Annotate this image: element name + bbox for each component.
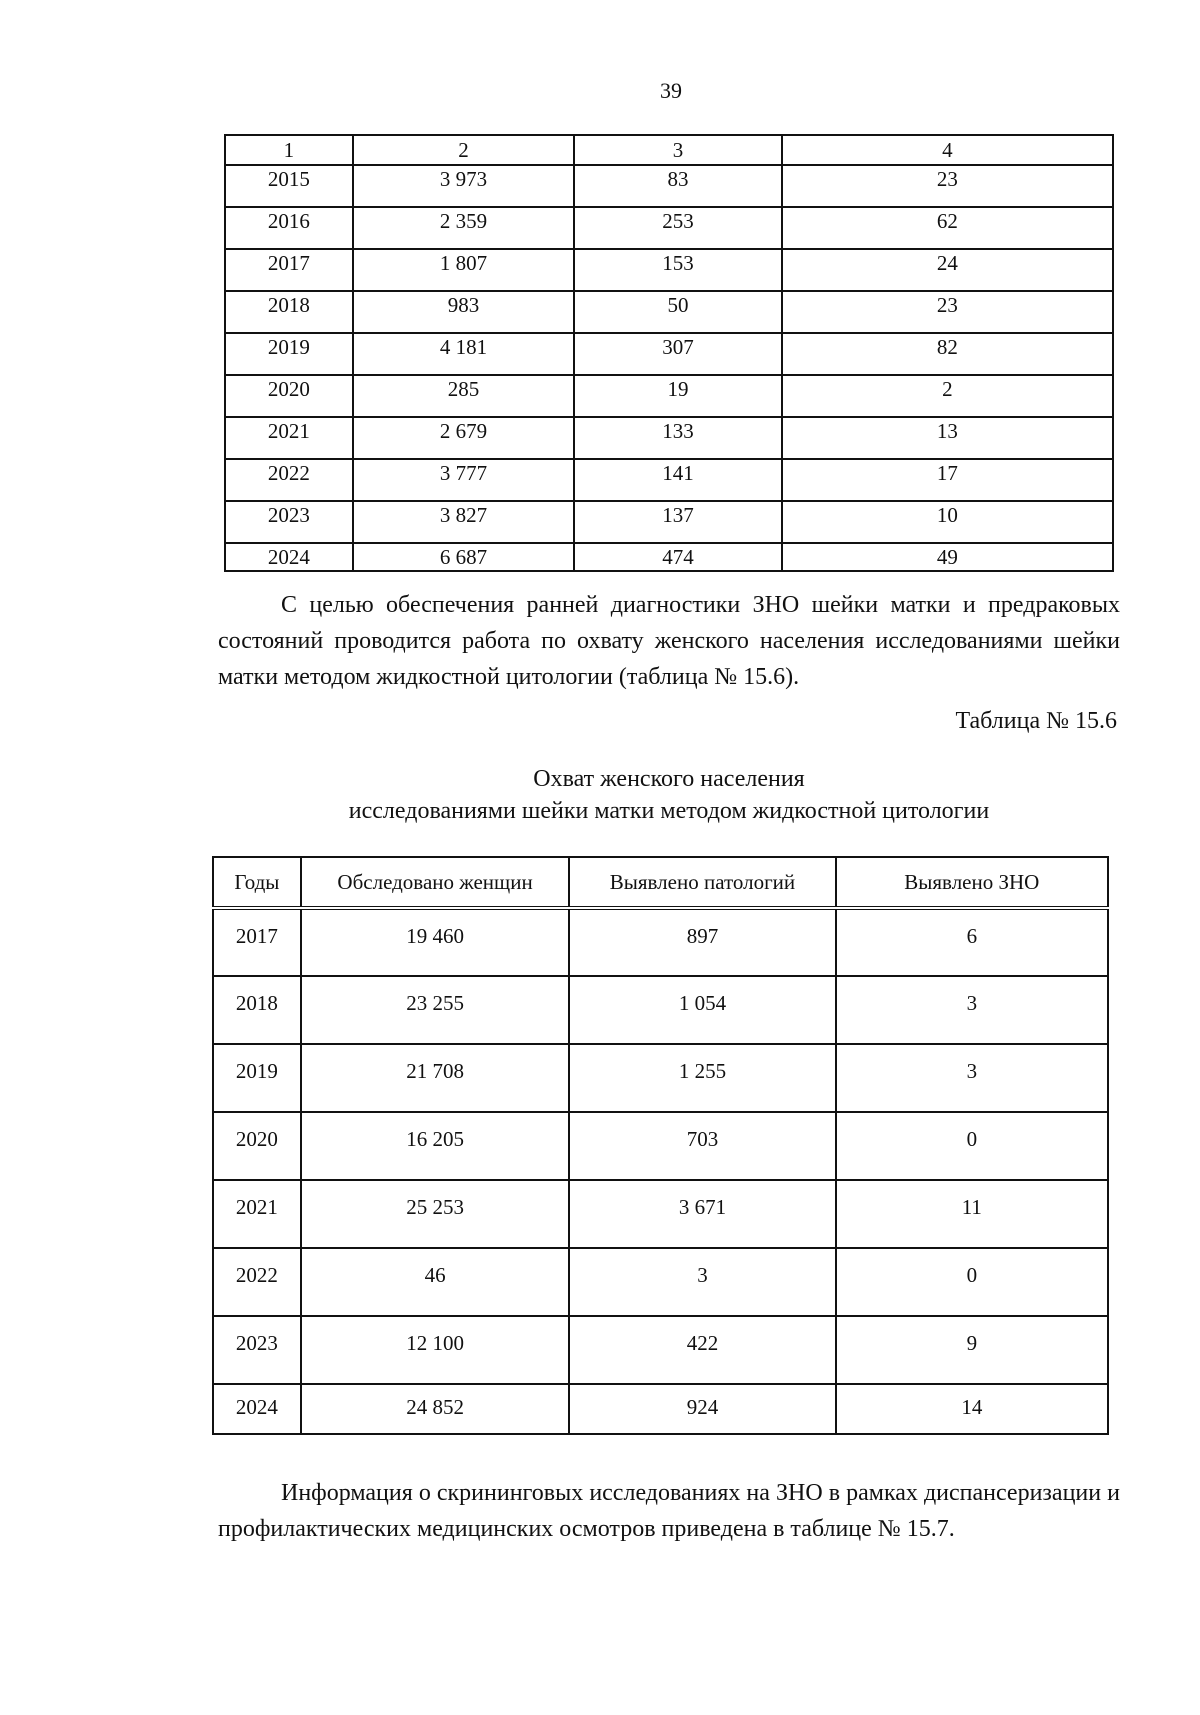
table-cell: 3 827 <box>353 501 575 543</box>
table-cell: 983 <box>353 291 575 333</box>
table-cell: 2015 <box>225 165 353 207</box>
table-cell: 474 <box>574 543 782 571</box>
table-cell: 23 <box>782 291 1113 333</box>
table-cell: 0 <box>836 1248 1108 1316</box>
table-cell: 62 <box>782 207 1113 249</box>
column-header-malignancies: Выявлено ЗНО <box>836 857 1108 908</box>
table-row <box>213 1112 1108 1180</box>
table-row <box>213 908 1108 976</box>
table-cell: 133 <box>574 417 782 459</box>
table-row <box>225 417 1113 459</box>
table-cell: 19 <box>574 375 782 417</box>
table-cell: 2021 <box>225 417 353 459</box>
table-cell: 2023 <box>225 501 353 543</box>
table-continuation <box>224 134 1114 572</box>
table-title-line-1: Охват женского населения <box>533 766 805 792</box>
paragraph-screening-info: Информация о скрининговых исследованиях на ЗНО в рамках диспансеризации и профилактических медицинских осмотров приведена в таблице № 15.7. <box>218 1480 1120 1542</box>
table-cell: 16 205 <box>301 1112 569 1180</box>
table-row <box>225 333 1113 375</box>
column-header-4: 4 <box>782 135 1113 165</box>
table-cell: 1 807 <box>353 249 575 291</box>
page-number: 39 <box>660 78 682 103</box>
table-cell: 19 460 <box>301 908 569 976</box>
table-cytology-coverage <box>212 856 1109 1435</box>
table-cell: 1 054 <box>569 976 835 1044</box>
table-cell: 2018 <box>225 291 353 333</box>
table-title <box>214 763 1124 827</box>
table-cell: 703 <box>569 1112 835 1180</box>
table-cell: 2 679 <box>353 417 575 459</box>
table-cell: 9 <box>836 1316 1108 1384</box>
table-cell: 25 253 <box>301 1180 569 1248</box>
table-cell: 12 100 <box>301 1316 569 1384</box>
table-cell: 1 255 <box>569 1044 835 1112</box>
table-cell: 422 <box>569 1316 835 1384</box>
table-row <box>213 1180 1108 1248</box>
table-cell: 46 <box>301 1248 569 1316</box>
table-row <box>225 291 1113 333</box>
table-row <box>213 976 1108 1044</box>
column-header-2: 2 <box>353 135 575 165</box>
table-cell: 2019 <box>225 333 353 375</box>
table-cell: 23 255 <box>301 976 569 1044</box>
table-cell: 153 <box>574 249 782 291</box>
table-cell: 3 <box>836 976 1108 1044</box>
table-cell: 82 <box>782 333 1113 375</box>
table-cell: 83 <box>574 165 782 207</box>
table-cell: 2 359 <box>353 207 575 249</box>
paragraph-intro: С целью обеспечения ранней диагностики ЗНО шейки матки и предраковых состояний проводится работа по охвату женского населения исследованиями шейки матки методом жидкостной цитологии (таблица № 15.6). <box>218 592 1120 690</box>
table-cell: 2024 <box>225 543 353 571</box>
table-cell: 2022 <box>225 459 353 501</box>
table-cell: 2017 <box>213 908 301 976</box>
table-header-row <box>213 857 1108 908</box>
table-cell: 50 <box>574 291 782 333</box>
table-cell: 2017 <box>225 249 353 291</box>
table-cell: 23 <box>782 165 1113 207</box>
table-cell: 2021 <box>213 1180 301 1248</box>
table-row <box>225 249 1113 291</box>
table-cell: 4 181 <box>353 333 575 375</box>
table-row <box>213 1316 1108 1384</box>
table-cell: 2020 <box>213 1112 301 1180</box>
table-cell: 49 <box>782 543 1113 571</box>
table-cell: 24 852 <box>301 1384 569 1434</box>
table-cell: 141 <box>574 459 782 501</box>
table-row <box>213 1384 1108 1434</box>
column-header-1: 1 <box>225 135 353 165</box>
table-cell: 307 <box>574 333 782 375</box>
table-cell: 6 <box>836 908 1108 976</box>
table-cell: 0 <box>836 1112 1108 1180</box>
table-cell: 2024 <box>213 1384 301 1434</box>
table-cell: 11 <box>836 1180 1108 1248</box>
table-cell: 3 777 <box>353 459 575 501</box>
table-row <box>225 543 1113 571</box>
column-header-years: Годы <box>213 857 301 908</box>
table-cell: 897 <box>569 908 835 976</box>
table-cell: 13 <box>782 417 1113 459</box>
column-header-examined: Обследовано женщин <box>301 857 569 908</box>
table-row <box>225 207 1113 249</box>
table-row <box>225 501 1113 543</box>
table-row <box>213 1044 1108 1112</box>
table-cell: 2016 <box>225 207 353 249</box>
table-cell: 14 <box>836 1384 1108 1434</box>
table-cell: 2018 <box>213 976 301 1044</box>
table-cell: 2023 <box>213 1316 301 1384</box>
table-row <box>225 165 1113 207</box>
table-cell: 3 <box>569 1248 835 1316</box>
table-cell: 2019 <box>213 1044 301 1112</box>
table-cell: 3 973 <box>353 165 575 207</box>
table-cell: 924 <box>569 1384 835 1434</box>
table-cell: 3 <box>836 1044 1108 1112</box>
table-cell: 6 687 <box>353 543 575 571</box>
table-row <box>225 459 1113 501</box>
table-cell: 10 <box>782 501 1113 543</box>
table-label: Таблица № 15.6 <box>955 708 1117 734</box>
table-cell: 17 <box>782 459 1113 501</box>
table-cell: 137 <box>574 501 782 543</box>
table-row <box>213 1248 1108 1316</box>
table-row <box>225 375 1113 417</box>
column-header-pathologies: Выявлено патологий <box>569 857 835 908</box>
table-cell: 2020 <box>225 375 353 417</box>
table-cell: 21 708 <box>301 1044 569 1112</box>
table-cell: 285 <box>353 375 575 417</box>
table-cell: 3 671 <box>569 1180 835 1248</box>
table-title-line-2: исследованиями шейки матки методом жидкостной цитологии <box>348 798 990 824</box>
table-cell: 2022 <box>213 1248 301 1316</box>
column-header-3: 3 <box>574 135 782 165</box>
table-cell: 253 <box>574 207 782 249</box>
table-cell: 24 <box>782 249 1113 291</box>
table-cell: 2 <box>782 375 1113 417</box>
table-header-row <box>225 135 1113 165</box>
